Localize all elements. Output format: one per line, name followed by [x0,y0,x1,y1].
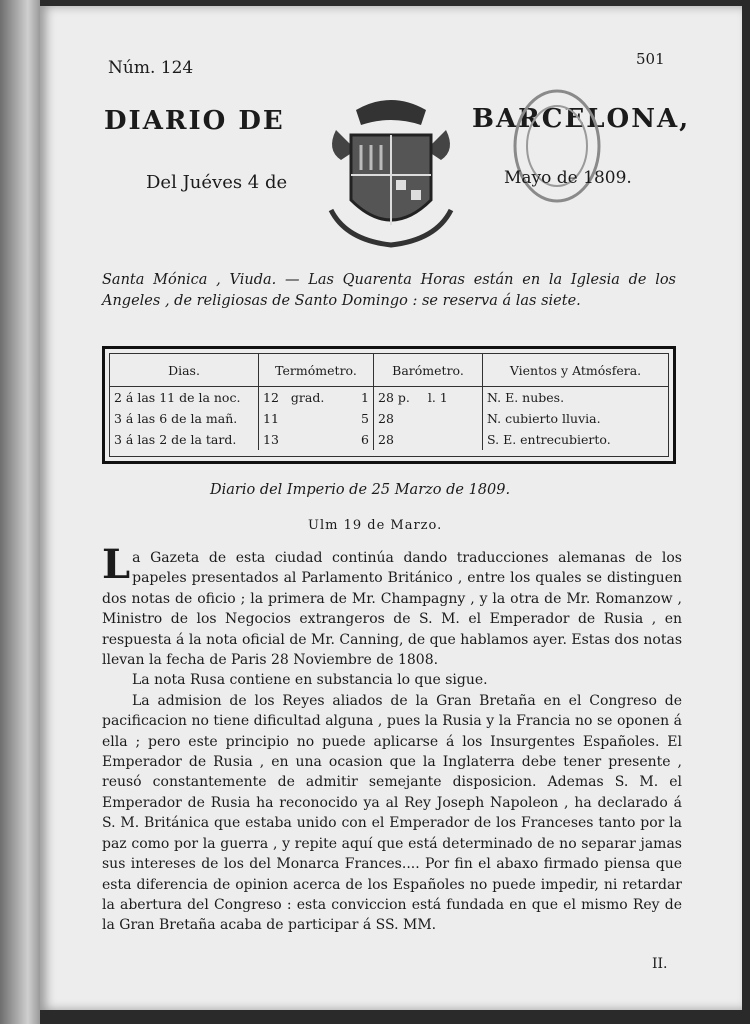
newspaper-page [40,6,742,1010]
library-stamp-icon [510,86,604,206]
paragraph: La nota Rusa contiene en substancia lo que sigue. [132,672,488,689]
coat-of-arms-icon [316,90,466,250]
date-left: Del Juéves 4 de [146,172,288,193]
left-page-edge [0,0,40,1024]
source-heading: Diario del Imperio de 25 Marzo de 1809. [210,482,511,498]
header-winds: Vientos y Atmósfera. [483,354,669,387]
article-body [102,541,683,936]
header-thermometer: Termómetro. [259,354,374,387]
weather-table-header [110,354,668,387]
cell-thermometer: 12 grad. 1 [259,387,374,409]
paragraph: La Gazeta de esta ciudad continúa dando traducciones alemanas de los papeles presentados al Parlamento Británico , entre los quales se distinguen dos notas de oficio ; la primera de Mr. Champagny , y la otra de Mr. Romanzow , Ministro de los Negocios extrangeros de S. M. el Emperador de Rusia , en respuesta á la nota oficial de Mr. Canning, de que hablamos ayer. Estas dos notas llevan la fecha de Paris 28 Noviembre de 1808. [102,541,683,669]
cell-winds: N. E. nubes. [487,390,565,405]
masthead-title-right: BARCELONA, [472,104,691,134]
header-barometer: Barómetro. [374,354,483,387]
cell-barometer: 28 p. l. 1 [374,387,483,409]
table-row [110,387,668,409]
cell-thermometer: 13 6 [259,429,374,450]
cell-day: 3 á las 6 de la mañ. [110,408,259,429]
paragraph: La admision de los Reyes aliados de la Gran Bretaña en el Congreso de pacificacion no tiene dificultad alguna , pues la Rusia y la Francia no se oponen á ella ; pero este principio no puede aplicarse á los Insurgentes Españoles. El Emperador de Rusia , en una ocasion que la Inglaterra debe tener presente , reusó constantemente de admitir semejante disposicion. Ademas S. M. el Emperador de Rusia ha reconocido ya al Rey Joseph Napoleon , ha declarado á S. M. Británica que estaba unido con el Emperador de los Franceses tanto por la paz como por la guerra , y repite aquí que está determinado de no separar jamas sus intereses de los del Monarca Frances.... Por fin el abaxo firmado piensa que esta diferencia de opinion acerca de los Españoles no puede impedir, ni retardar la abertura del Congreso : esta conviccion está fundada en que el mismo Rey de la Gran Bretaña acaba de participar á SS. MM. [102,692,682,934]
date-right: Mayo de 1809. [504,168,632,188]
cell-barometer: 28 [374,408,483,429]
saint-of-day-notice: Santa Mónica , Viuda. — Las Quarenta Horas están en la Iglesia de los Angeles , de religiosas de Santo Domingo : se reserva á las siete. [102,272,676,309]
cell-day: 3 á las 2 de la tard. [110,429,259,450]
masthead-title-left: DIARIO DE [104,106,285,136]
weather-table [102,346,676,464]
header-days: Dias. [110,354,259,387]
cell-barometer: 28 [374,429,483,450]
cell-day: 2 á las 11 de la noc. [110,387,259,409]
table-row [110,408,668,429]
dateline-heading: Ulm 19 de Marzo. [308,518,443,533]
issue-number: Núm. 124 [108,58,194,78]
cell-thermometer: 11 5 [259,408,374,429]
cell-winds: N. cubierto lluvia. [487,411,601,426]
drop-cap: L [102,541,131,588]
table-row [110,429,668,450]
page-number: 501 [636,50,665,68]
cell-winds: S. E. entrecubierto. [487,432,611,447]
catchword: II. [652,956,668,972]
